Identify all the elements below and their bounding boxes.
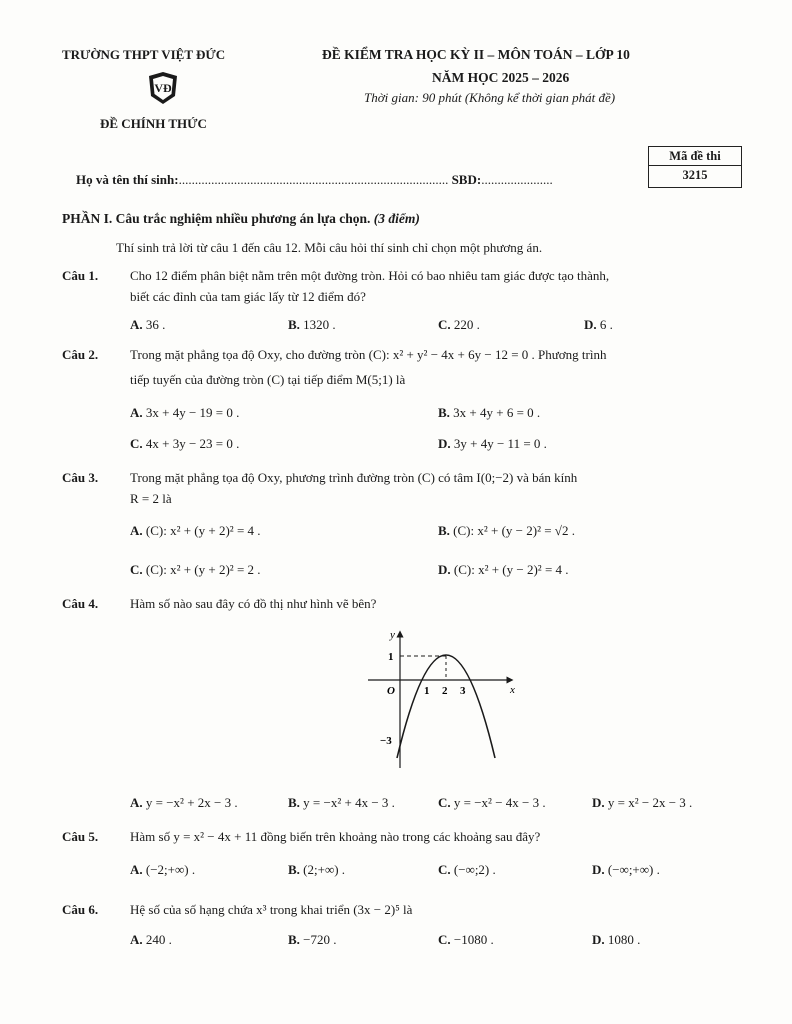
option-c[interactable]: C. −1080 .	[438, 932, 494, 947]
exam-code-value: 3215	[649, 165, 741, 184]
name-label: Họ và tên thí sinh:	[76, 172, 179, 187]
x-tick: 1	[424, 685, 430, 697]
option-d[interactable]: D. (−∞;+∞) .	[592, 862, 660, 877]
question-text: Trong mặt phẳng tọa độ Oxy, phương trình đường tròn (C) có tâm I(0;−2) và bán kính	[130, 470, 578, 485]
part-title-text: PHẦN I. Câu trắc nghiệm nhiều phương án lựa chọn.	[62, 211, 371, 226]
option-b[interactable]: B. −720 .	[288, 932, 337, 947]
option-a[interactable]: A. (−2;+∞) .	[130, 862, 196, 877]
option-b[interactable]: B. 3x + 4y + 6 = 0 .	[438, 405, 541, 420]
school-year: NĂM HỌC 2025 – 2026	[432, 70, 570, 85]
sbd-label: SBD:	[451, 172, 482, 187]
name-field[interactable]: ...................................................................................	[178, 172, 449, 187]
question-text: biết các đỉnh của tam giác lấy từ 12 điểm đó?	[130, 289, 366, 304]
x-tick: 3	[460, 685, 466, 697]
option-c[interactable]: C. (−∞;2) .	[438, 862, 496, 877]
question-label: Câu 5.	[62, 829, 99, 844]
parabola-graph	[360, 628, 520, 778]
option-b[interactable]: B. (2;+∞) .	[288, 862, 346, 877]
option-a[interactable]: A. 3x + 4y − 19 = 0 .	[130, 405, 240, 420]
option-d[interactable]: D. 6 .	[584, 317, 613, 332]
exam-code-box	[648, 146, 742, 188]
option-b[interactable]: B. 1320 .	[288, 317, 336, 332]
option-b[interactable]: B. y = −x² + 4x − 3 .	[288, 795, 395, 810]
option-d[interactable]: D. (C): x² + (y − 2)² = 4 .	[438, 562, 569, 577]
option-a[interactable]: A. 240 .	[130, 932, 172, 947]
official-label: ĐỀ CHÍNH THỨC	[100, 116, 207, 131]
question-text: Hệ số của số hạng chứa x³ trong khai triển (3x − 2)⁵ là	[130, 902, 413, 917]
option-c[interactable]: C. 4x + 3y − 23 = 0 .	[130, 436, 240, 451]
y-tick-top: 1	[388, 651, 394, 663]
option-c[interactable]: C. y = −x² − 4x − 3 .	[438, 795, 546, 810]
question-label: Câu 3.	[62, 470, 99, 485]
question-label: Câu 1.	[62, 268, 99, 283]
question-text: R = 2 là	[130, 491, 172, 506]
logo-text: VĐ	[154, 81, 172, 95]
sbd-field[interactable]: ......................	[481, 172, 553, 187]
part-title	[62, 211, 420, 227]
exam-code-label: Mã đề thi	[669, 149, 721, 163]
option-c[interactable]: C. (C): x² + (y + 2)² = 2 .	[130, 562, 261, 577]
question-text: Hàm số y = x² − 4x + 11 đồng biến trên khoảng nào trong các khoảng sau đây?	[130, 829, 541, 844]
school-name: TRƯỜNG THPT VIỆT ĐỨC	[62, 47, 226, 62]
exam-time: Thời gian: 90 phút (Không kể thời gian phát đề)	[364, 90, 616, 105]
part-instruction: Thí sinh trả lời từ câu 1 đến câu 12. Mỗi câu hỏi thí sinh chỉ chọn một phương án.	[116, 240, 543, 255]
option-d[interactable]: D. 1080 .	[592, 932, 641, 947]
y-tick-bottom: −3	[380, 735, 392, 747]
question-label: Câu 2.	[62, 347, 99, 362]
option-a[interactable]: A. y = −x² + 2x − 3 .	[130, 795, 238, 810]
question-label: Câu 6.	[62, 902, 99, 917]
part-points: (3 điểm)	[373, 211, 420, 226]
exam-title: ĐỀ KIỂM TRA HỌC KỲ II – MÔN TOÁN – LỚP 10	[322, 47, 630, 62]
x-axis-label: x	[510, 684, 515, 696]
question-text: Cho 12 điểm phân biệt nằm trên một đường tròn. Hỏi có bao nhiêu tam giác được tạo thành,	[130, 268, 610, 283]
origin-label: O	[387, 685, 395, 697]
y-axis-label: y	[390, 629, 395, 641]
x-tick: 2	[442, 685, 448, 697]
option-b[interactable]: B. (C): x² + (y − 2)² = √2 .	[438, 523, 575, 538]
question-label: Câu 4.	[62, 596, 99, 611]
student-info-line	[76, 172, 553, 188]
option-a[interactable]: A. 36 .	[130, 317, 166, 332]
school-logo	[146, 70, 180, 106]
option-d[interactable]: D. y = x² − 2x − 3 .	[592, 795, 693, 810]
question-text: Trong mặt phẳng tọa độ Oxy, cho đường tròn (C): x² + y² − 4x + 6y − 12 = 0 . Phương trình	[130, 347, 607, 362]
option-d[interactable]: D. 3y + 4y − 11 = 0 .	[438, 436, 547, 451]
option-a[interactable]: A. (C): x² + (y + 2)² = 4 .	[130, 523, 261, 538]
question-text: tiếp tuyến của đường tròn (C) tại tiếp điểm M(5;1) là	[130, 372, 406, 387]
question-text: Hàm số nào sau đây có đồ thị như hình vẽ bên?	[130, 596, 377, 611]
option-c[interactable]: C. 220 .	[438, 317, 480, 332]
